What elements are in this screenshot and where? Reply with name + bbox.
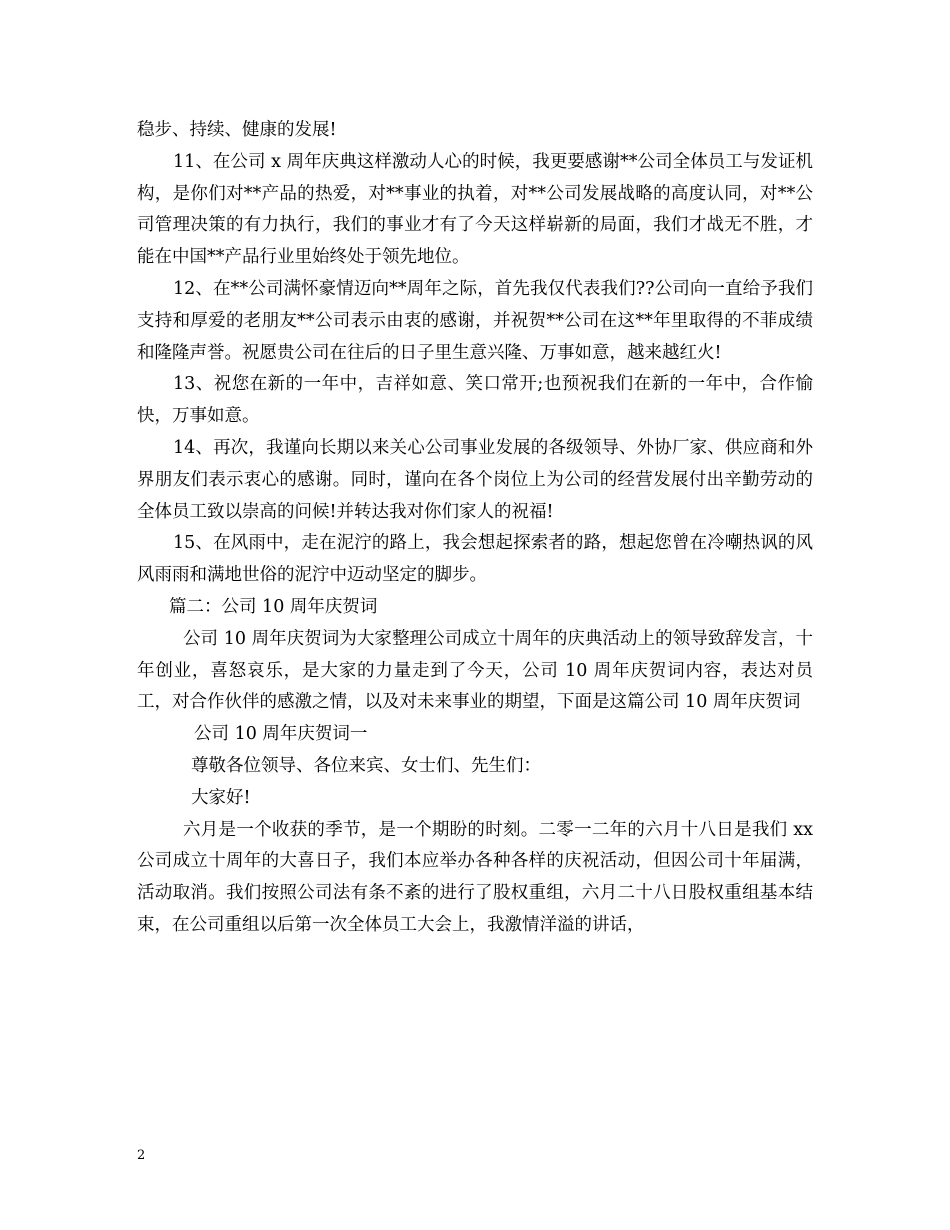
paragraph-continuation: 稳步、持续、健康的发展! (137, 120, 337, 140)
subsection-title: 公司 10 周年庆贺词一 (194, 724, 368, 745)
paragraph-speech: 六月是一个收获的季节，是一个期盼的时刻。二零一二年的六月十八日是我们 xx 公司成立十周年的大喜日子，我们本应举办各种各样的庆祝活动，但因公司十年届满，活动取消。我们按照公司法有条不紊的进行了股权重组，六月二十八日股权重组基本结束，在公司重组以后第一次全体员工大会上，我激情洋溢的讲话， (137, 819, 813, 935)
salutation: 尊敬各位领导、各位来宾、女士们、先生们： (191, 755, 541, 776)
paragraph-item-13: 13、祝您在新的一年中，吉祥如意、笑口常开;也预祝我们在新的一年中，合作愉快，万事如意。 (137, 374, 813, 427)
page-number: 2 (137, 1148, 146, 1163)
document-body (137, 115, 813, 942)
paragraph-item-11: 11、在公司 x 周年庆典这样激动人心的时候，我更要感谢**公司全体员工与发证机构，是你们对**产品的热爱，对**事业的执着，对**公司发展战略的高度认同，对**公司管理决策的有力执行，我们的事业才有了今天这样崭新的局面，我们才战无不胜，才能在中国**产品行业里始终处于领先地位。 (137, 151, 813, 268)
paragraph-item-12: 12、在**公司满怀豪情迈向**周年之际，首先我仅代表我们??公司向一直给予我们支持和厚爱的老朋友**公司表示由衷的感谢，并祝贺**公司在这**年里取得的不菲成绩和隆隆声誉。祝愿贵公司在往后的日子里生意兴隆、万事如意，越来越红火! (137, 278, 813, 363)
section-heading: 篇二：公司 10 周年庆贺词 (169, 596, 378, 617)
paragraph-item-15: 15、在风雨中，走在泥泞的路上，我会想起探索者的路，想起您曾在冷嘲热讽的风风雨雨和满地世俗的泥泞中迈动坚定的脚步。 (137, 533, 813, 586)
paragraph-item-14: 14、再次，我谨向长期以来关心公司事业发展的各级领导、外协厂家、供应商和外界朋友们表示衷心的感谢。同时，谨向在各个岗位上为公司的经营发展付出辛勤劳动的全体员工致以崇高的问候!并转达我对你们家人的祝福! (137, 437, 813, 522)
greeting: 大家好! (191, 787, 251, 808)
paragraph-intro: 公司 10 周年庆贺词为大家整理公司成立十周年的庆典活动上的领导致辞发言，十年创业，喜怒哀乐，是大家的力量走到了今天，公司 10 周年庆贺词内容，表达对员工，对合作伙伴的感激之情，以及对未来事业的期望，下面是这篇公司 10 周年庆贺词 (137, 628, 813, 713)
